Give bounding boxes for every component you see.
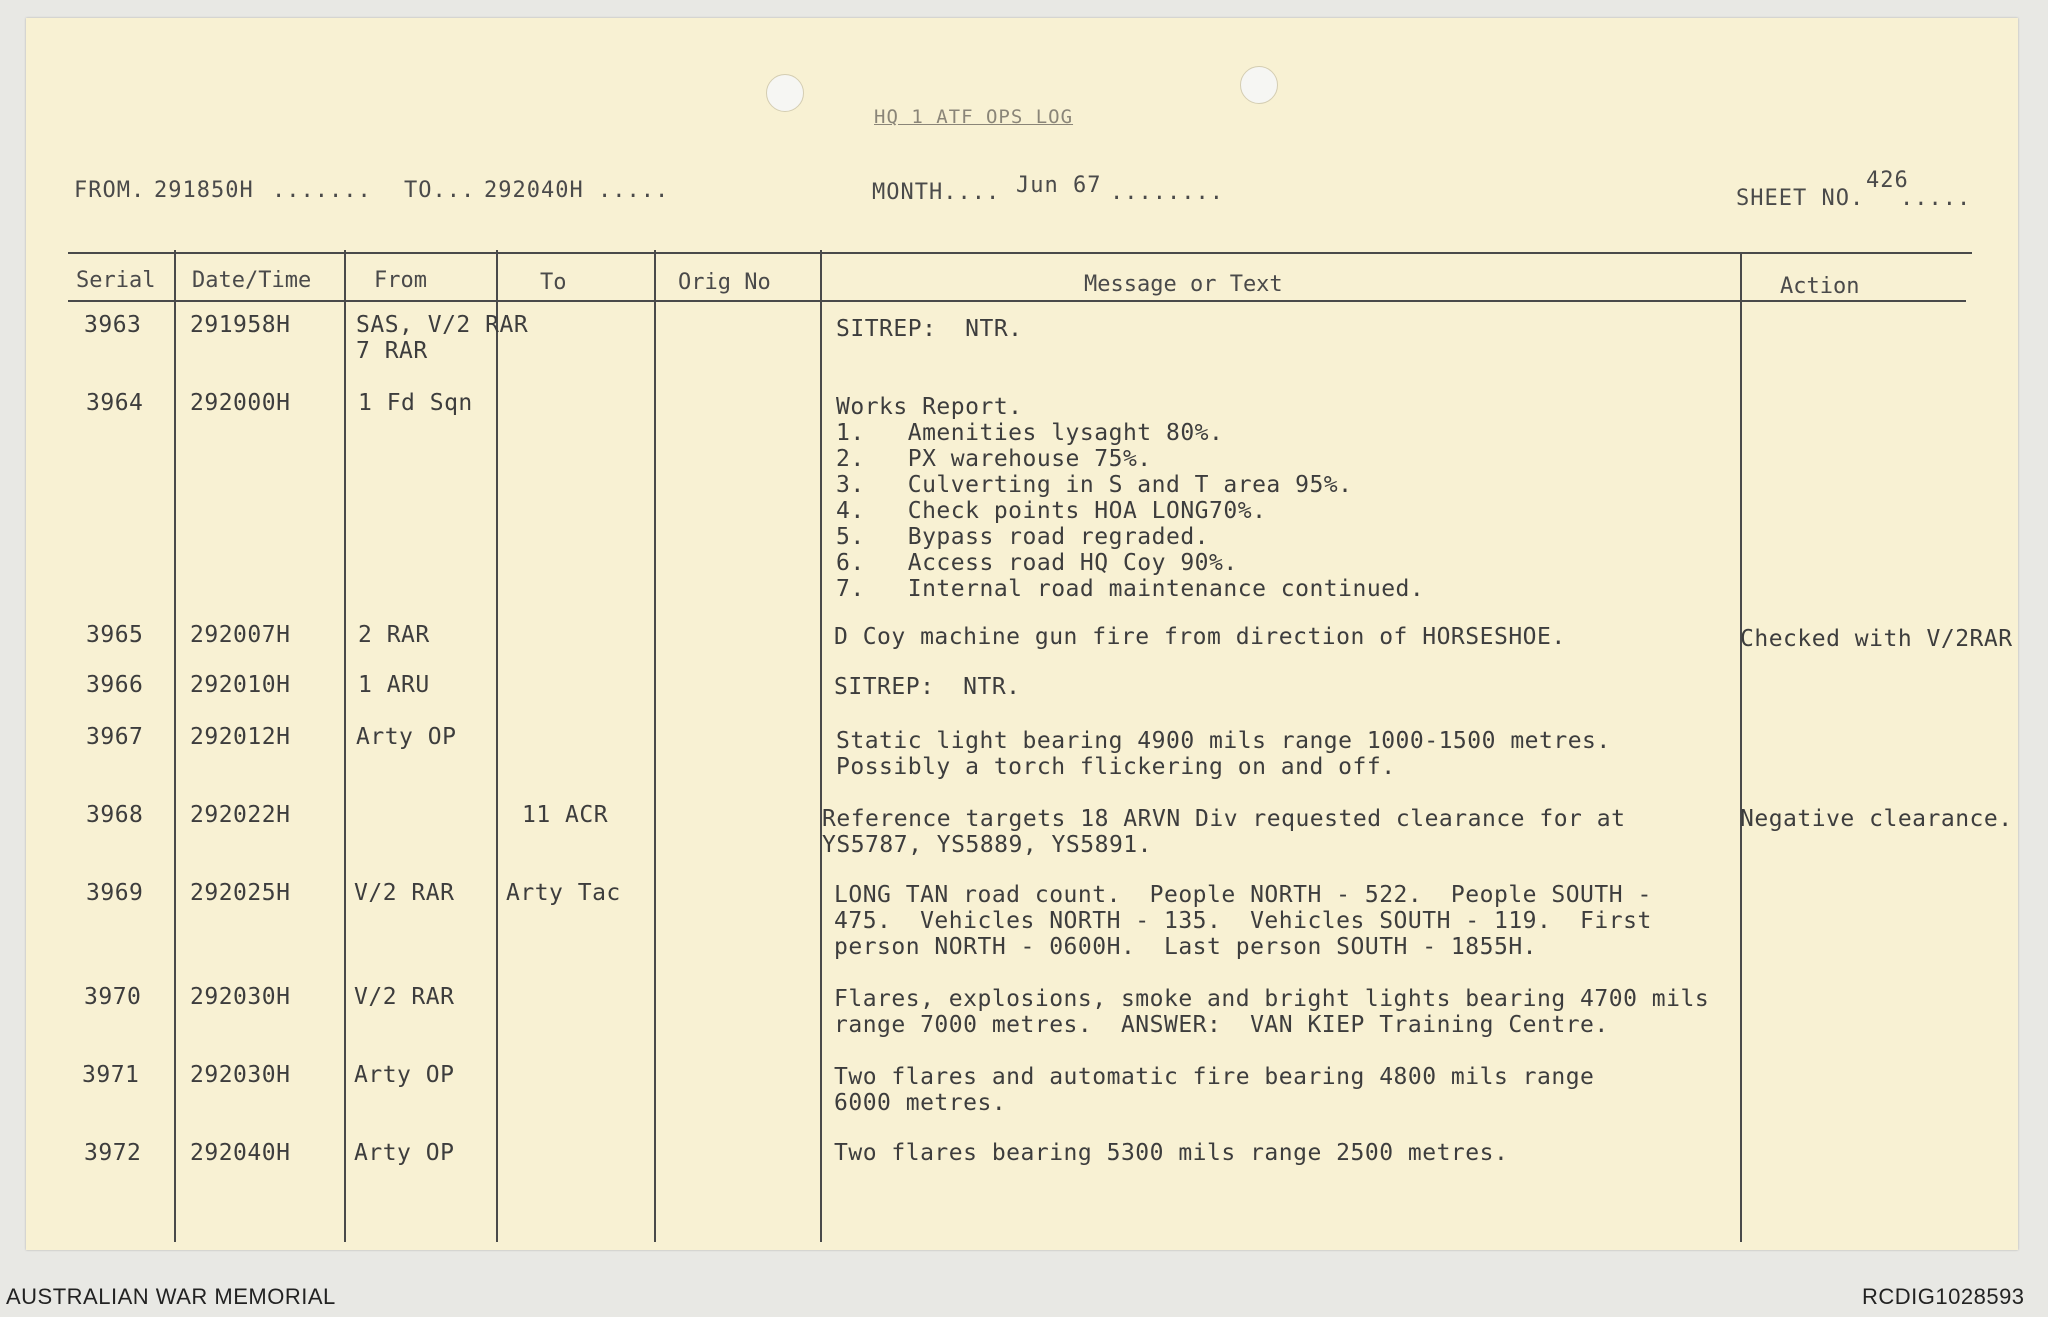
entry-action: Checked with V/2RAR bbox=[1740, 626, 2013, 652]
col-header-datetime: Date/Time bbox=[192, 268, 312, 293]
col-divider-2 bbox=[344, 250, 346, 1242]
col-header-action: Action bbox=[1780, 274, 1860, 299]
entry-action: Negative clearance. bbox=[1740, 806, 2013, 832]
col-header-serial: Serial bbox=[76, 268, 156, 293]
table-top-rule bbox=[68, 252, 1972, 254]
entry-datetime: 292030H bbox=[190, 1062, 291, 1088]
to-label: TO... bbox=[404, 178, 476, 203]
sheet-dots: ..... bbox=[1900, 186, 1972, 211]
month-label: MONTH.... bbox=[872, 180, 1001, 205]
entry-message: Works Report. 1. Amenities lysaght 80%. 2. PX warehouse 75%. 3. Culverting in S and T area 95%. 4. Check points HOA LONG70%. 5. Bypass road regraded. 6. Access road HQ Coy 90%. 7. Internal road maintenance continued. bbox=[836, 394, 1425, 602]
entry-datetime: 292012H bbox=[190, 724, 291, 750]
sheet-label: SHEET NO. bbox=[1736, 186, 1865, 211]
from-value: 291850H bbox=[154, 178, 254, 203]
col-divider-1 bbox=[174, 250, 176, 1242]
entry-message: Flares, explosions, smoke and bright lights bearing 4700 mils range 7000 metres. ANSWER: VAN KIEP Training Centre. bbox=[834, 986, 1710, 1038]
from-dots: ....... bbox=[272, 178, 372, 203]
entry-message: Static light bearing 4900 mils range 1000-1500 metres. Possibly a torch flickering on and off. bbox=[836, 728, 1611, 780]
entry-serial: 3968 bbox=[86, 802, 144, 828]
punch-hole-right bbox=[1240, 66, 1278, 104]
to-value: 292040H bbox=[484, 178, 584, 203]
entry-from: 1 Fd Sqn bbox=[358, 390, 473, 416]
entry-message: SITREP: NTR. bbox=[836, 316, 1023, 342]
entry-from: V/2 RAR bbox=[354, 880, 455, 906]
footer-id: RCDIG1028593 bbox=[1862, 1284, 2025, 1309]
entry-message: LONG TAN road count. People NORTH - 522. People SOUTH - 475. Vehicles NORTH - 135. Vehicles SOUTH - 119. First person NORTH - 0600H. Last person SOUTH - 1855H. bbox=[834, 882, 1652, 960]
entry-message: Reference targets 18 ARVN Div requested clearance for at YS5787, YS5889, YS5891. bbox=[822, 806, 1626, 858]
entry-serial: 3970 bbox=[84, 984, 142, 1010]
entry-serial: 3965 bbox=[86, 622, 144, 648]
entry-datetime: 292030H bbox=[190, 984, 291, 1010]
entry-from: V/2 RAR bbox=[354, 984, 455, 1010]
entry-message: SITREP: NTR. bbox=[834, 674, 1021, 700]
col-divider-6 bbox=[1740, 254, 1742, 1242]
col-header-message: Message or Text bbox=[1084, 272, 1283, 297]
col-header-to: To bbox=[540, 270, 567, 295]
entry-datetime: 292010H bbox=[190, 672, 291, 698]
entry-datetime: 292000H bbox=[190, 390, 291, 416]
entry-datetime: 292040H bbox=[190, 1140, 291, 1166]
col-divider-3 bbox=[496, 250, 498, 1242]
col-header-from: From bbox=[374, 268, 427, 293]
to-dots: ..... bbox=[598, 178, 670, 203]
from-label: FROM. bbox=[74, 178, 146, 203]
entry-to: Arty Tac bbox=[506, 880, 621, 906]
entry-datetime: 292007H bbox=[190, 622, 291, 648]
entry-from: SAS, V/2 RAR 7 RAR bbox=[356, 312, 529, 364]
entry-serial: 3966 bbox=[86, 672, 144, 698]
entry-message: D Coy machine gun fire from direction of HORSESHOE. bbox=[834, 624, 1566, 650]
entry-serial: 3967 bbox=[86, 724, 144, 750]
entry-from: Arty OP bbox=[356, 724, 457, 750]
sheet-value: 426 bbox=[1866, 168, 1909, 193]
entry-from: 2 RAR bbox=[358, 622, 430, 648]
entry-message: Two flares and automatic fire bearing 4800 mils range 6000 metres. bbox=[834, 1064, 1595, 1116]
col-divider-4 bbox=[654, 250, 656, 1242]
header-bottom-rule bbox=[68, 300, 1966, 302]
entry-message: Two flares bearing 5300 mils range 2500 metres. bbox=[834, 1140, 1509, 1166]
entry-from: Arty OP bbox=[354, 1062, 455, 1088]
entry-datetime: 292025H bbox=[190, 880, 291, 906]
entry-serial: 3971 bbox=[82, 1062, 140, 1088]
col-header-orig: Orig No bbox=[678, 270, 771, 295]
log-title: HQ 1 ATF OPS LOG bbox=[874, 106, 1074, 128]
entry-datetime: 291958H bbox=[190, 312, 291, 338]
entry-serial: 3969 bbox=[86, 880, 144, 906]
entry-serial: 3964 bbox=[86, 390, 144, 416]
entry-datetime: 292022H bbox=[190, 802, 291, 828]
footer-credit: AUSTRALIAN WAR MEMORIAL bbox=[6, 1284, 336, 1309]
month-value: Jun 67 bbox=[1016, 173, 1102, 198]
entry-from: 1 ARU bbox=[358, 672, 430, 698]
month-dots: ........ bbox=[1110, 180, 1224, 205]
col-divider-5 bbox=[820, 250, 822, 1242]
entry-serial: 3972 bbox=[84, 1140, 142, 1166]
entry-from: Arty OP bbox=[354, 1140, 455, 1166]
punch-hole-left bbox=[766, 74, 804, 112]
entry-to: 11 ACR bbox=[522, 802, 609, 828]
entry-serial: 3963 bbox=[84, 312, 142, 338]
